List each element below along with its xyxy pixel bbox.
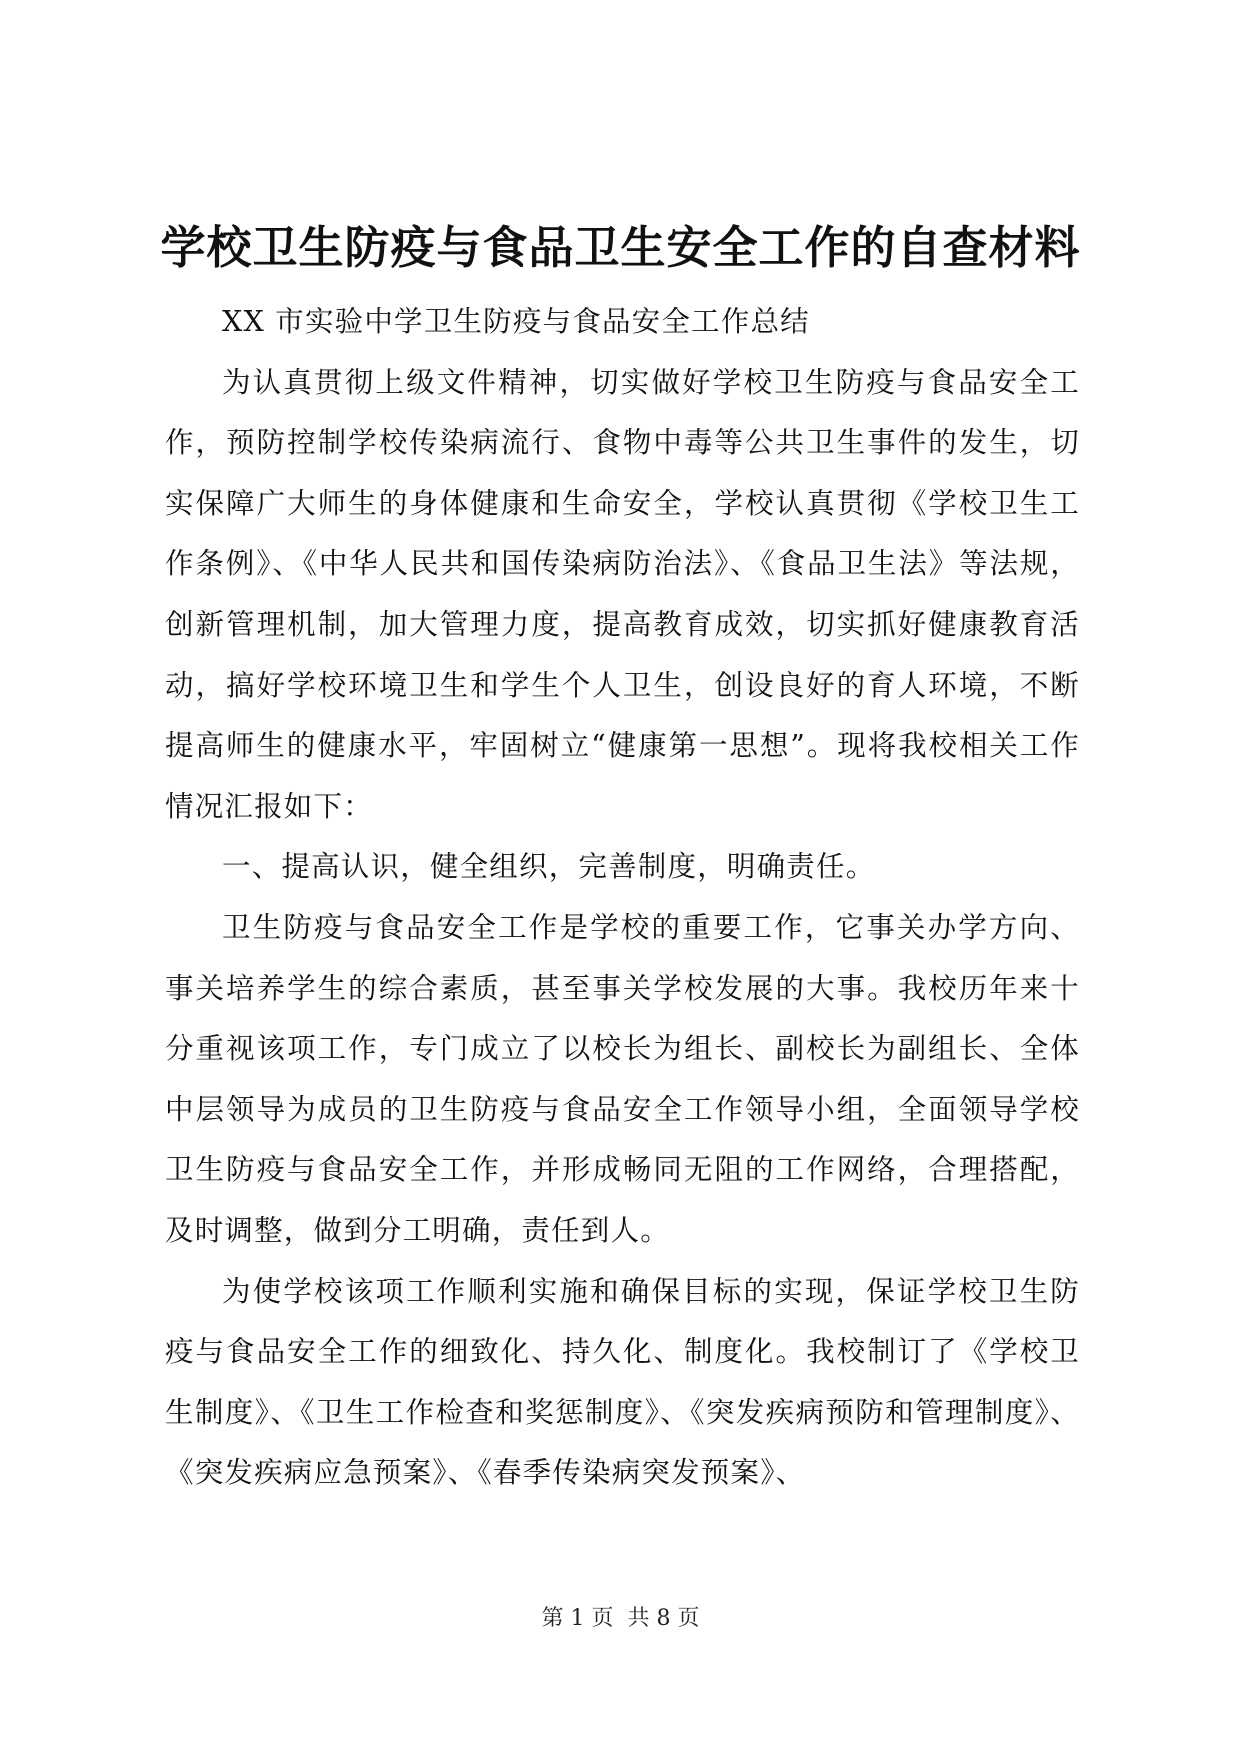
document-body (165, 292, 1080, 1504)
document-subtitle: XX 市实验中学卫生防疫与食品安全工作总结 (222, 305, 810, 338)
paragraph-organization: 卫生防疫与食品安全工作是学校的重要工作，它事关办学方向、事关培养学生的综合素质，甚至事关学校发展的大事。我校历年来十分重视该项工作，专门成立了以校长为组长、副校长为副组长、全体中层领导为成员的卫生防疫与食品安全工作领导小组，全面领导学校卫生防疫与食品安全工作，并形成畅同无阻的工作网络，合理搭配，及时调整，做到分工明确，责任到人。 (165, 910, 1080, 1247)
paragraph-regulations: 为使学校该项工作顺利实施和确保目标的实现，保证学校卫生防疫与食品安全工作的细致化、持久化、制度化。我校制订了《学校卫生制度》、《卫生工作检查和奖惩制度》、《突发疾病预防和管理制度》、《突发疾病应急预案》、《春季传染病突发预案》、 (165, 1274, 1080, 1490)
page-footer (0, 1604, 1241, 1634)
section-heading-1: 一、提高认识，健全组织，完善制度，明确责任。 (222, 850, 876, 884)
page-number: 第 1 页 共 8 页 (541, 1606, 700, 1631)
document-title: 学校卫生防疫与食品卫生安全工作的自查材料 (160, 221, 1081, 274)
paragraph-intro: 为认真贯彻上级文件精神，切实做好学校卫生防疫与食品安全工作，预防控制学校传染病流行、食物中毒等公共卫生事件的发生，切实保障广大师生的身体健康和生命安全，学校认真贯彻《学校卫生工作条例》、《中华人民共和国传染病防治法》、《食品卫生法》等法规，创新管理机制，加大管理力度，提高教育成效，切实抓好健康教育活动，搞好学校环境卫生和学生个人卫生，创设良好的育人环境，不断提高师生的健康水平，牢固树立“健康第一思想”。现将我校相关工作情况汇报如下： (165, 365, 1080, 823)
